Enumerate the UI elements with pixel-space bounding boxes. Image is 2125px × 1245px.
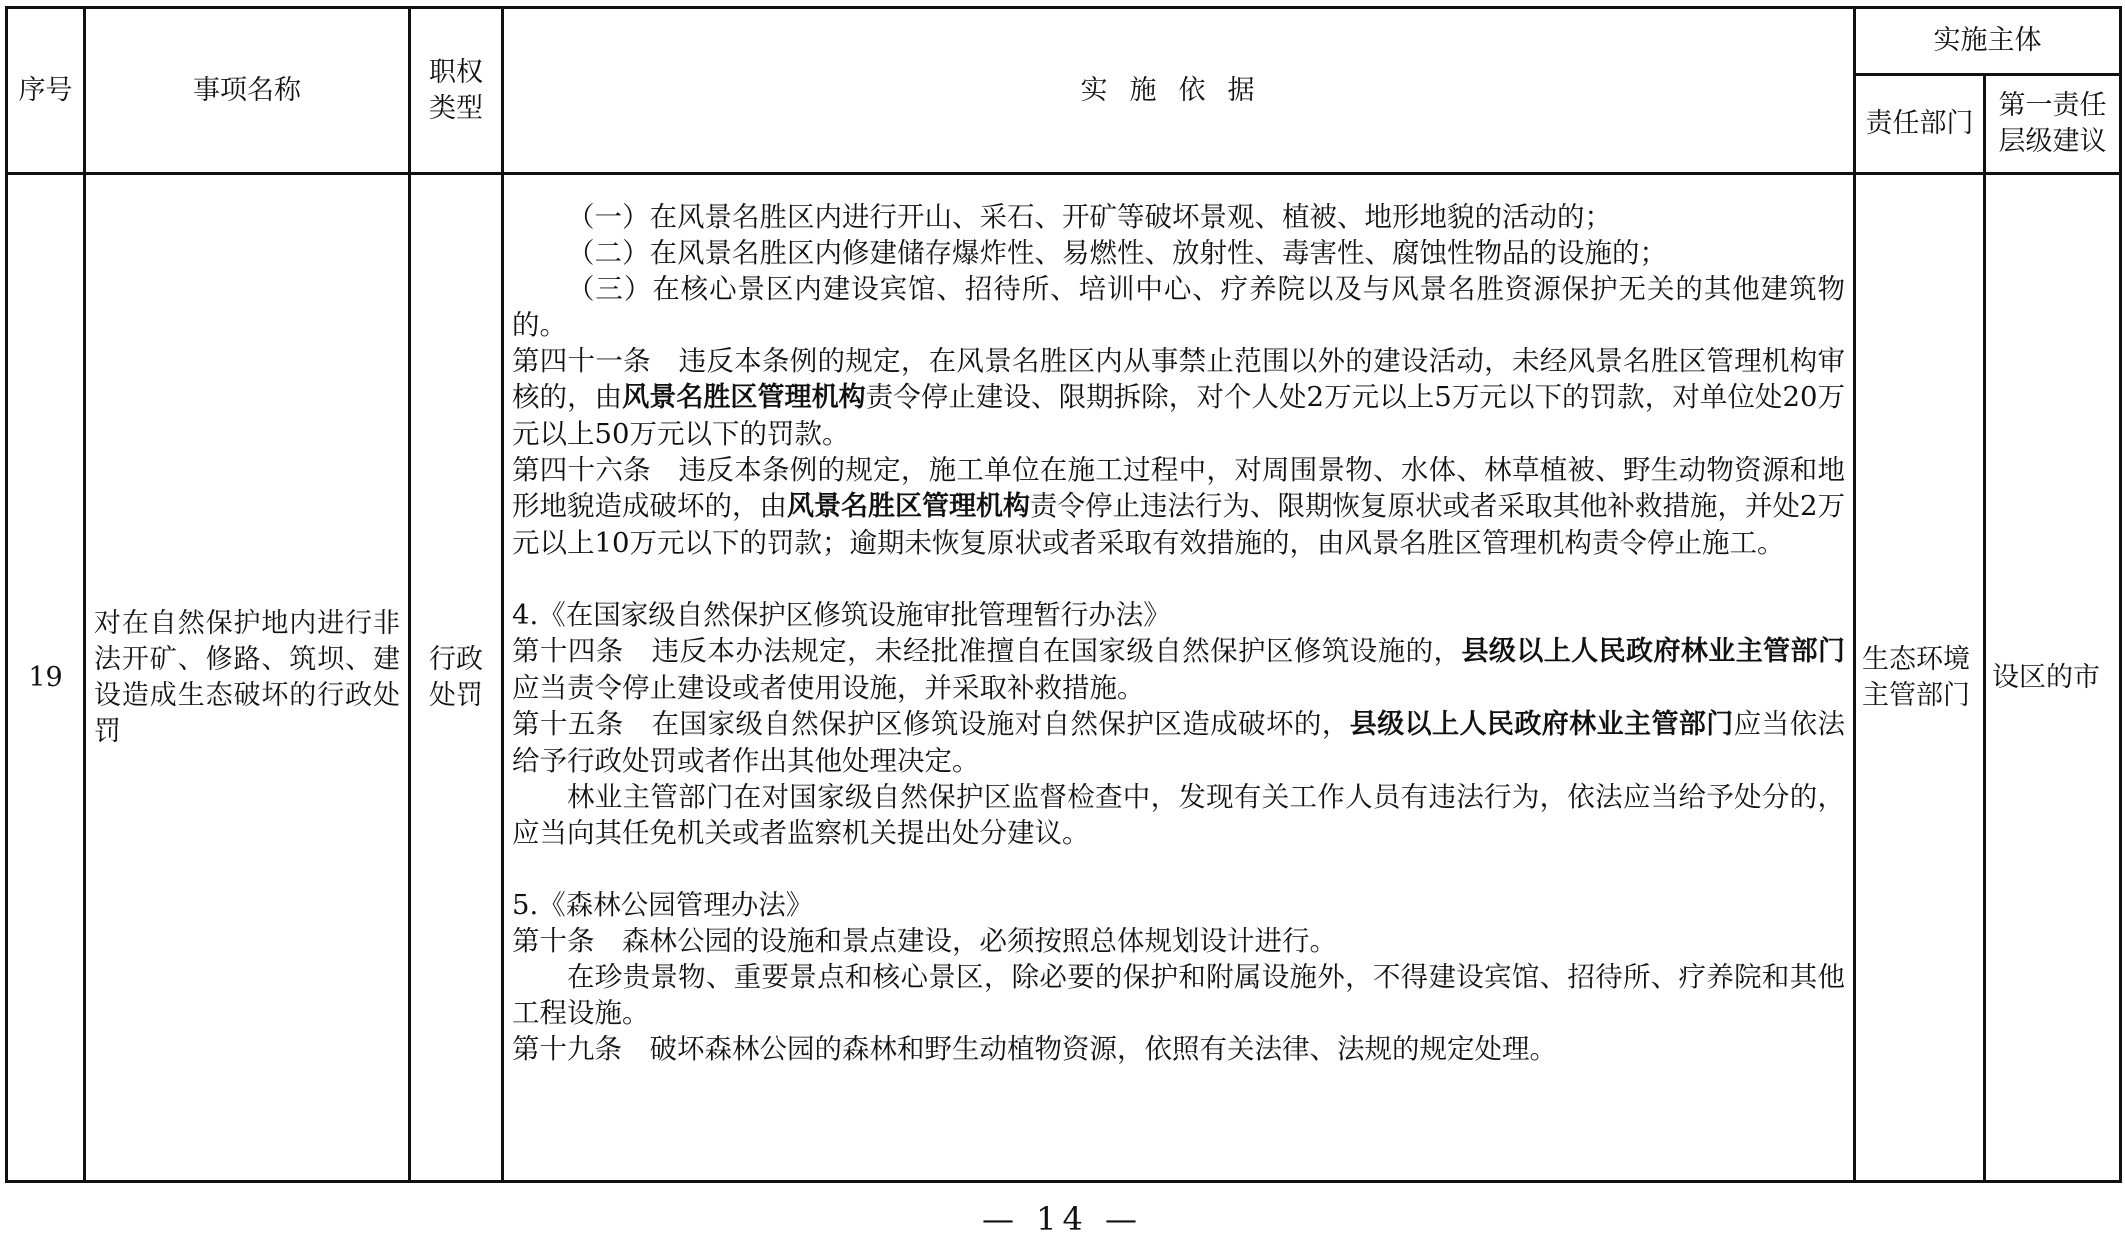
paragraph-gap xyxy=(512,561,1845,597)
basis-article-46 xyxy=(512,452,1845,561)
basis-text: 第四十一条 违反本条例的规定，在风景名胜区内从事禁止范围以外的建设活动，未经风景名胜区管理机构审核的，由 xyxy=(512,345,1845,413)
header-subject: 实施主体 xyxy=(1855,8,2121,75)
basis-article-10: 第十条 森林公园的设施和景点建设，必须按照总体规划设计进行。 xyxy=(512,925,1337,957)
basis-law-title: 4.《在国家级自然保护区修筑设施审批管理暂行办法》 xyxy=(512,599,1171,631)
basis-law-title: 5.《森林公园管理办法》 xyxy=(512,889,814,921)
basis-paragraph: 在珍贵景物、重要景点和核心景区，除必要的保护和附属设施外，不得建设宾馆、招待所、疗养院和其他工程设施。 xyxy=(512,961,1845,1029)
header-dept: 责任部门 xyxy=(1855,75,1985,174)
basis-paragraph: （一）在风景名胜区内进行开山、采石、开矿等破坏景观、植被、地形地貌的活动的； xyxy=(567,201,1612,233)
table-row xyxy=(7,174,2121,1182)
basis-text: 应当责令停止建设或者使用设施，并采取补救措施。 xyxy=(512,672,1145,704)
header-seq: 序号 xyxy=(7,8,85,174)
row-type xyxy=(410,174,503,1182)
header-level-line2: 层级建议 xyxy=(1998,126,2107,157)
basis-article-15 xyxy=(512,706,1845,779)
basis-text: 第四十六条 违反本条例的规定，施工单位在施工过程中，对周围景物、水体、林草植被、野生动物资源和地形地貌造成破坏的，由 xyxy=(512,454,1845,522)
header-level-line1: 第一责任 xyxy=(1998,90,2107,121)
basis-paragraph: （三）在核心景区内建设宾馆、招待所、培训中心、疗养院以及与风景名胜资源保护无关的其他建筑物的。 xyxy=(512,273,1845,341)
row-type-line1: 行政 xyxy=(429,643,483,675)
header-basis: 实施依据 xyxy=(503,8,1855,174)
basis-authority: 风景名胜区管理机构 xyxy=(787,491,1030,522)
row-level: 设区的市 xyxy=(1985,174,2121,1182)
basis-article-14 xyxy=(512,633,1845,706)
basis-text: 应当依法给予行政处罚或者作出其他处理决定。 xyxy=(512,708,1846,777)
row-dept xyxy=(1855,174,1985,1182)
row-type-line2: 处罚 xyxy=(429,679,483,711)
basis-paragraph: （二）在风景名胜区内修建储存爆炸性、易燃性、放射性、毒害性、腐蚀性物品的设施的； xyxy=(567,237,1667,269)
basis-text: 责令停止建设、限期拆除，对个人处2万元以上5万元以下的罚款，对单位处20万元以上50万元以下的罚款。 xyxy=(512,381,1846,450)
header-type-line1: 职权 xyxy=(429,56,483,88)
basis-authority: 县级以上人民政府林业主管部门 xyxy=(1461,636,1846,667)
basis-text: 第十五条 在国家级自然保护区修筑设施对自然保护区造成破坏的， xyxy=(512,708,1350,740)
header-level xyxy=(1985,75,2121,174)
row-seq: 19 xyxy=(7,174,85,1182)
row-dept-line2: 主管部门 xyxy=(1862,679,1970,711)
row-dept-line1: 生态环境 xyxy=(1862,643,1970,675)
matters-table xyxy=(5,6,2122,1183)
basis-authority: 风景名胜区管理机构 xyxy=(622,382,866,413)
basis-article-19: 第十九条 破坏森林公园的森林和野生动植物资源，依照有关法律、法规的规定处理。 xyxy=(512,1033,1557,1065)
basis-paragraph: 林业主管部门在对国家级自然保护区监督检查中，发现有关工作人员有违法行为，依法应当给予处分的，应当向其任免机关或者监察机关提出处分建议。 xyxy=(512,781,1845,849)
basis-text: 第十四条 违反本办法规定，未经批准擅自在国家级自然保护区修筑设施的， xyxy=(512,635,1462,667)
basis-authority: 县级以上人民政府林业主管部门 xyxy=(1349,709,1734,740)
paragraph-gap xyxy=(512,851,1845,887)
header-type-line2: 类型 xyxy=(429,92,483,124)
row-basis xyxy=(503,174,1855,1182)
row-name: 对在自然保护地内进行非法开矿、修路、筑坝、建设造成生态破坏的行政处罚 xyxy=(85,174,410,1182)
header-type xyxy=(410,8,503,174)
basis-text: 责令停止违法行为、限期恢复原状或者采取其他补救措施，并处2万元以上10万元以下的罚款；逾期未恢复原状或者采取有效措施的，由风景名胜区管理机构责令停止施工。 xyxy=(512,490,1845,559)
page-number: — 14 — xyxy=(981,1200,1144,1238)
basis-article-41 xyxy=(512,343,1845,452)
header-name: 事项名称 xyxy=(85,8,410,174)
